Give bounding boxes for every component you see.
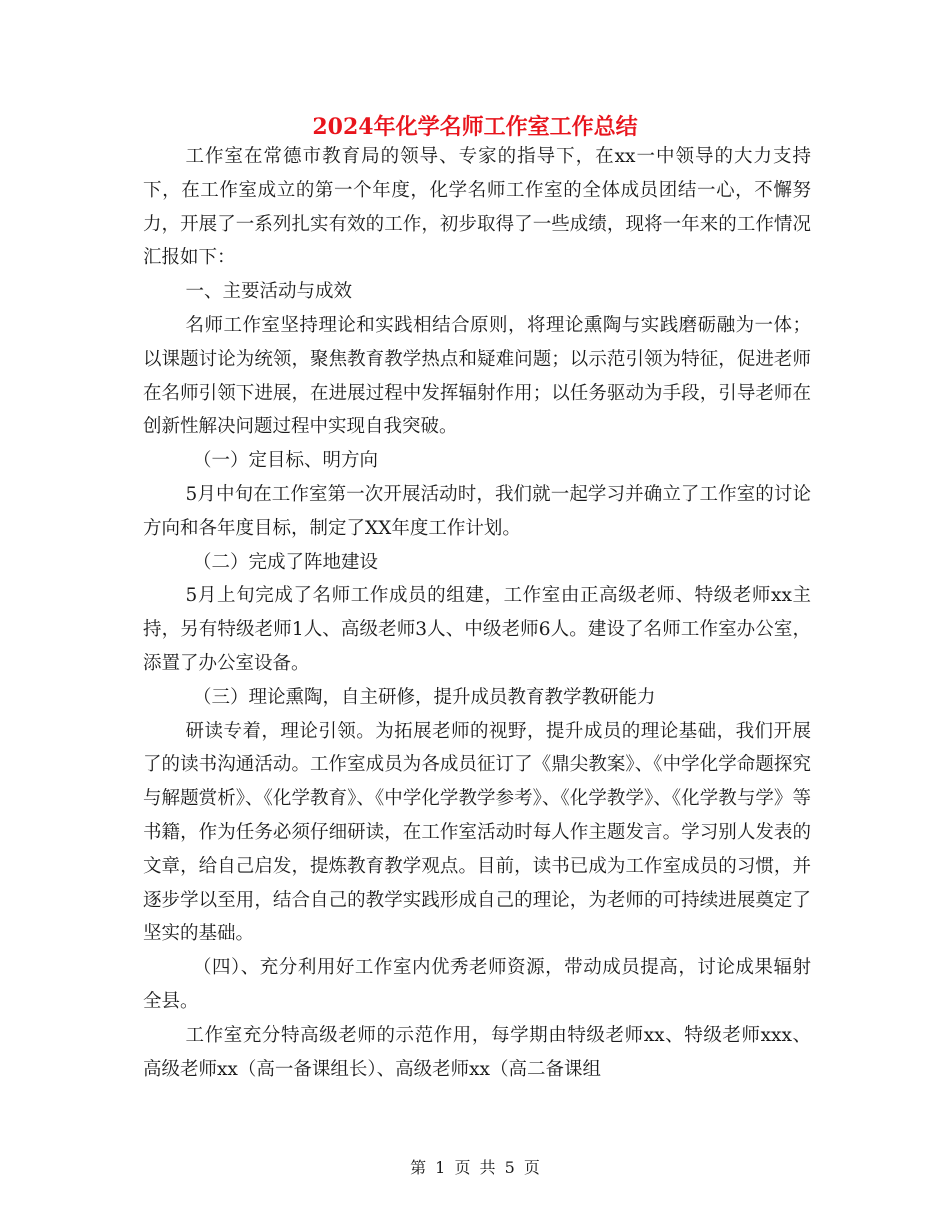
document-body [143,140,811,1086]
paragraph-theory-study: 研读专着，理论引领。为拓展老师的视野，提升成员的理论基础，我们开展了的读书沟通活动。工作室成员为各成员征订了《鼎尖教案》、《中学化学命题探究与解题赏析》、《化学教育》、《中学化学教学参考》、《化学教学》、《化学教与学》等书籍，作为任务必须仔细研读，在工作室活动时每人作主题发言。学习别人发表的文章，给自己启发，提炼教育教学观点。目前，读书已成为工作室成员的习惯，并逐步学以至用，结合自己的教学实践形成自己的理论，为老师的可持续进展奠定了坚实的基础。 [143,720,811,945]
subheading-base-construction: （二）完成了阵地建设 [192,551,378,573]
paragraph-intro: 工作室在常德市教育局的领导、专家的指导下，在xx一中领导的大力支持下，在工作室成立的第一个年度，化学名师工作室的全体成员团结一心，不懈努力，开展了一系列扎实有效的工作，初步取得了一些成绩，现将一年来的工作情况汇报如下： [143,146,811,269]
document-title: 2024年化学名师工作室工作总结 [312,114,638,140]
subheading-teacher-resources: （四）、充分利用好工作室内优秀老师资源，带动成员提高，讨论成果辐射全县。 [143,957,811,1012]
subheading-theory-study: （三）理论熏陶，自主研修，提升成员教育教学教研能力 [192,686,656,708]
paragraph-base-construction: 5月上旬完成了名师工作成员的组建，工作室由正高级老师、特级老师xx主持，另有特级老师1人、高级老师3人、中级老师6人。建设了名师工作室办公室，添置了办公室设备。 [143,585,811,674]
paragraph-teacher-resources: 工作室充分特高级老师的示范作用，每学期由特级老师xx、特级老师xxx、高级老师xx（高一备课组长）、高级老师xx（高二备课组 [143,1024,811,1080]
subheading-goals: （一）定目标、明方向 [192,450,378,472]
paragraph-goals: 5月中旬在工作室第一次开展活动时，我们就一起学习并确立了工作室的讨论方向和各年度目标，制定了XX年度工作计划。 [143,483,811,539]
page-footer: 第 1 页 共 5 页 [410,1158,540,1177]
section-heading-main-activities: 一、主要活动与成效 [185,281,353,303]
paragraph-principles: 名师工作室坚持理论和实践相结合原则，将理论熏陶与实践磨砺融为一体；以课题讨论为统领，聚焦教育教学热点和疑难问题；以示范引领为特征，促进老师在名师引领下进展，在进展过程中发挥辐射作用；以任务驱动为手段，引导老师在创新性解决问题过程中实现自我突破。 [143,314,811,438]
